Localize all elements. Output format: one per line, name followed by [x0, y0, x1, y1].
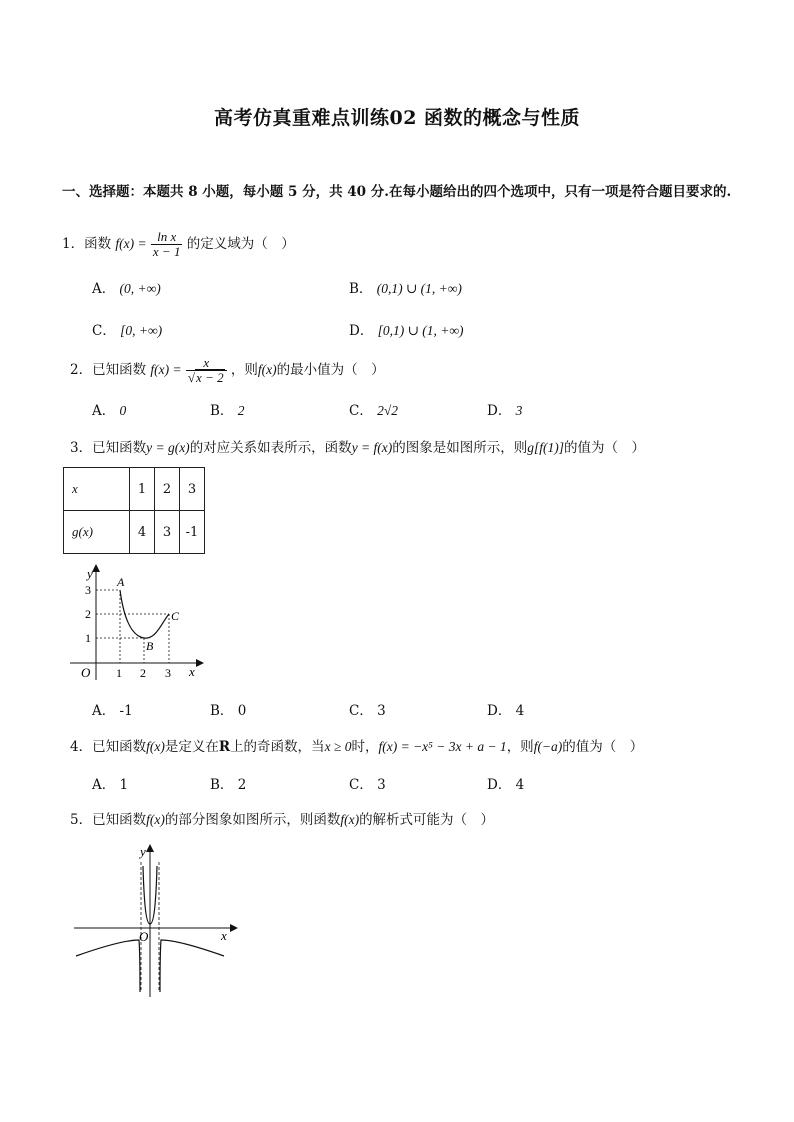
point-b-label: B [146, 639, 154, 653]
point-c-label: C [171, 609, 180, 623]
right-branch [160, 940, 224, 992]
y-tick: 1 [85, 631, 91, 645]
q2-option-b[interactable]: B． 2 [210, 403, 245, 419]
q1-tail: 的定义域为（ ） [186, 236, 295, 252]
point-a-label: A [117, 575, 125, 589]
table-cell: 2 [155, 468, 180, 511]
question-5: 5．已知函数f(x)的部分图象如图所示，则函数f(x)的解析式可能为（ ） [70, 812, 495, 828]
x-tick: 2 [140, 666, 146, 680]
table-cell: 3 [180, 468, 205, 511]
y-label: y [87, 566, 93, 581]
x-label: x [221, 928, 227, 943]
x-label: x [189, 664, 195, 679]
y-tick: 2 [85, 607, 91, 621]
q2-fraction [186, 356, 227, 385]
y-label: y [140, 844, 146, 859]
q4-option-b[interactable]: B． 2 [210, 777, 247, 793]
q2-denominator: √x − 2 [187, 370, 224, 385]
table-cell: 3 [155, 511, 180, 554]
q1-denominator: x − 1 [152, 244, 181, 259]
question-2: 2．已知函数 f(x) = $\frac{x}{√x - 2}$ ，则f(x)的最小值为（ ） [70, 355, 385, 385]
q1-fraction [151, 230, 183, 259]
section-header: 一、选择题：本题共 8 小题，每小题 5 分，共 40 分.在每小题给出的四个选项中，只有一项是符合题目要求的. [62, 184, 732, 200]
q3-option-b[interactable]: B． 0 [210, 703, 247, 719]
q2-function: f(x) = [150, 362, 182, 377]
question-4: 4．已知函数f(x)是定义在R上的奇函数，当x ≥ 0时，f(x) = −x⁵ − 3x + a − 1，则f(−a)的值为（ ） [70, 739, 644, 755]
y-tick: 3 [85, 583, 91, 597]
q2-option-c[interactable]: C． 2√2 [349, 403, 399, 419]
page-title: 高考仿真重难点训练02 函数的概念与性质 [213, 107, 581, 129]
q3-mapping-table [63, 467, 205, 554]
q1-number: 1．函数 [62, 236, 112, 252]
q1-numerator: ln x [151, 230, 183, 245]
left-branch [76, 940, 140, 992]
q3-option-d[interactable]: D． 4 [487, 703, 525, 719]
table-head: x [64, 468, 130, 511]
table-row [64, 468, 205, 511]
origin-label: O [81, 665, 91, 680]
q5-graph [70, 842, 250, 1002]
question-1 [62, 230, 295, 259]
q3-option-c[interactable]: C． 3 [349, 703, 386, 719]
q3-option-a[interactable]: A． -1 [92, 703, 133, 719]
q1-option-b[interactable]: B． (0,1) ∪ (1, +∞) [349, 281, 462, 297]
q4-option-d[interactable]: D． 4 [487, 777, 525, 793]
q2-option-a[interactable]: A． 0 [92, 403, 127, 419]
q4-option-c[interactable]: C． 3 [349, 777, 386, 793]
q2-option-d[interactable]: D． 3 [487, 403, 523, 419]
q2-numerator: x [186, 356, 227, 371]
q2-number: 2．已知函数 [70, 362, 147, 378]
q4-option-a[interactable]: A． 1 [92, 777, 129, 793]
question-3: 3．已知函数y = g(x)的对应关系如表所示，函数y = f(x)的图象是如图所示，则g[f(1)]的值为（ ） [70, 440, 646, 456]
table-cell: -1 [180, 511, 205, 554]
q1-option-a[interactable]: A． (0, +∞) [92, 281, 161, 297]
x-tick: 1 [116, 666, 122, 680]
q1-option-d[interactable]: D． [0,1) ∪ (1, +∞) [349, 323, 464, 339]
table-cell: 4 [130, 511, 155, 554]
table-row [64, 511, 205, 554]
q1-option-c[interactable]: C． [0, +∞) [92, 323, 163, 339]
x-tick: 3 [165, 666, 171, 680]
q1-function: f(x) = [115, 236, 147, 251]
guide-lines [96, 590, 169, 663]
q3-graph [62, 560, 212, 685]
table-head: g(x) [64, 511, 130, 554]
table-cell: 1 [130, 468, 155, 511]
origin-label: O [139, 929, 149, 944]
